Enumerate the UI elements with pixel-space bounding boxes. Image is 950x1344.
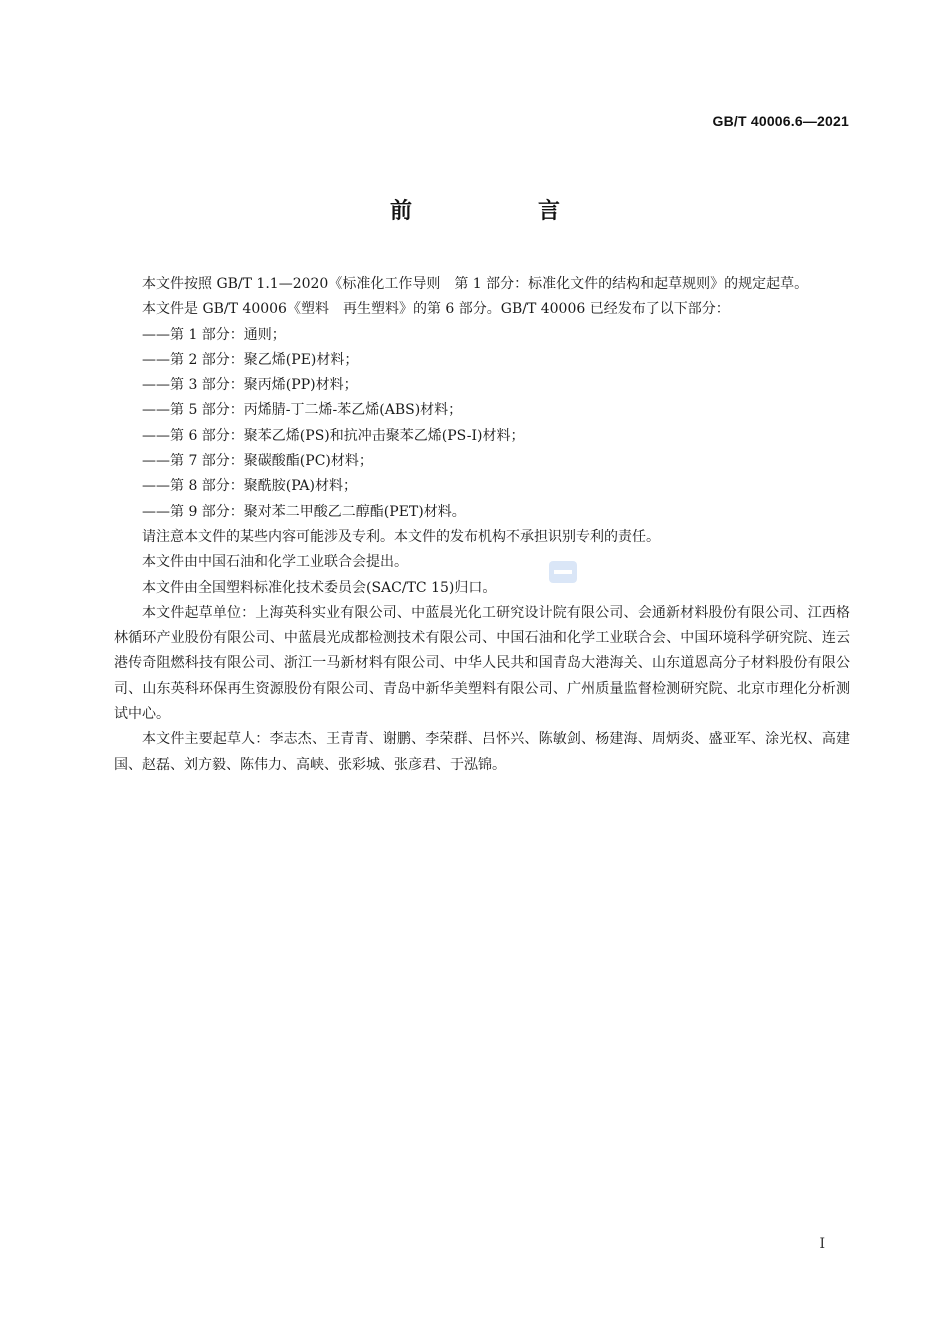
list-item-part-9: ——第 9 部分：聚对苯二甲酸乙二醇酯(PET)材料。 — [142, 503, 466, 520]
list-item-part-1: ——第 1 部分：通则； — [142, 326, 286, 343]
paragraph-proposed-by: 本文件由中国石油和化学工业联合会提出。 — [142, 554, 408, 571]
paragraph-patent-notice: 请注意本文件的某些内容可能涉及专利。本文件的发布机构不承担识别专利的责任。 — [142, 528, 660, 545]
paragraph-drafting-rules: 本文件按照 GB/T 1.1—2020《标准化工作导则 第 1 部分：标准化文件的结构和起草规则》的规定起草。 — [142, 276, 809, 292]
list-item-part-7: ——第 7 部分：聚碳酸酯(PC)材料； — [142, 453, 373, 470]
document-body — [114, 272, 850, 778]
list-item-part-8: ——第 8 部分：聚酰胺(PA)材料； — [142, 478, 357, 495]
standard-number: GB/T 40006.6—2021 — [712, 113, 849, 129]
list-item-part-2: ——第 2 部分：聚乙烯(PE)材料； — [142, 351, 359, 368]
watermark-logo — [548, 560, 578, 584]
paragraph-series-intro: 本文件是 GB/T 40006《塑料 再生塑料》的第 6 部分。GB/T 40006 已经发布了以下部分： — [142, 301, 730, 318]
list-item-part-6: ——第 6 部分：聚苯乙烯(PS)和抗冲击聚苯乙烯(PS-I)材料； — [142, 427, 525, 444]
paragraph-drafters: 本文件主要起草人：李志杰、王青青、谢鹏、李荣群、吕怀兴、陈敏剑、杨建海、周炳炎、盛亚军、涂光权、高建国、赵磊、刘方毅、陈伟力、高峡、张彩城、张彦君、于泓锦。 — [114, 731, 850, 773]
paragraph-drafting-units: 本文件起草单位：上海英科实业有限公司、中蓝晨光化工研究设计院有限公司、会通新材料股份有限公司、江西格林循环产业股份有限公司、中蓝晨光成都检测技术有限公司、中国石油和化学工业联合会、中国环境科学研究院、连云港传奇阻燃科技有限公司、浙江一马新材料有限公司、中华人民共和国青岛大港海关、山东道恩高分子材料股份有限公司、山东英科环保再生资源股份有限公司、青岛中新华美塑料有限公司、广州质量监督检测研究院、北京市理化分析测试中心。 — [114, 604, 850, 723]
list-item-part-5: ——第 5 部分：丙烯腈-丁二烯-苯乙烯(ABS)材料； — [142, 402, 463, 419]
page-title: 前 言 — [389, 199, 612, 224]
paragraph-managed-by: 本文件由全国塑料标准化技术委员会(SAC/TC 15)归口。 — [142, 579, 497, 596]
list-item-part-3: ——第 3 部分：聚丙烯(PP)材料； — [142, 377, 358, 394]
page-number: I — [819, 1236, 825, 1252]
